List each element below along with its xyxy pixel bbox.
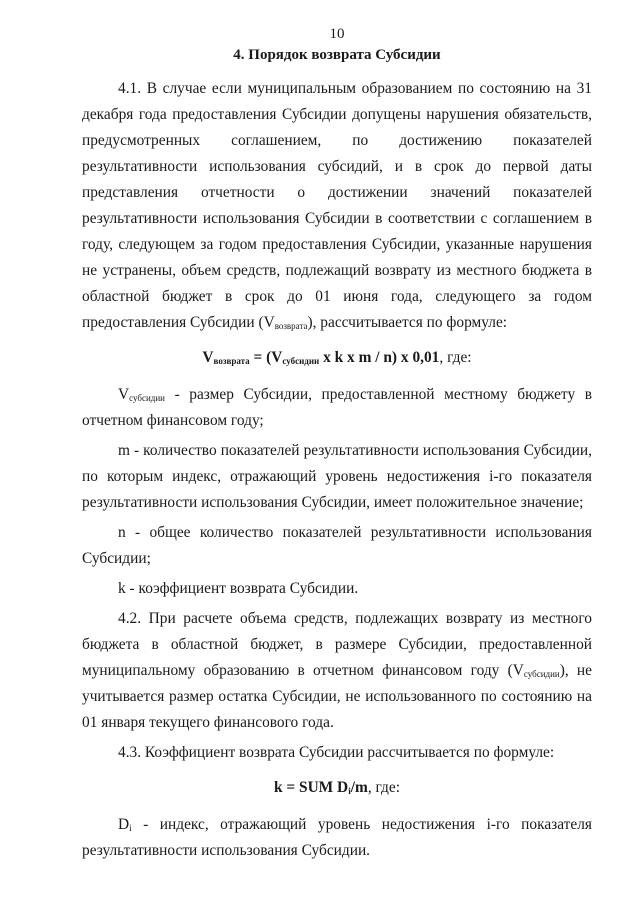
formula-return-volume: $V_{возврата} = (V_{субсидии}$ x k x m / n) x 0,01, где: (202, 349, 472, 366)
paragraph-4-2: 4.2. При расчете объема средств, подлежащих возврату из местного бюджета в областной бюджет, в размере Субсидии, предоставленной муниципальному образованию в отчетном финансовом году $(V_{субсидии})$, не учитывается размер остатка Субсидии, не использованного по состоянию на 01 января текущего финансового года. (82, 610, 592, 731)
page-number: 10 (329, 26, 345, 42)
formula-return-coefficient: k = SUM $D_i/m$, где: (273, 779, 400, 796)
definition-m: m - количество показателей результативности использования Субсидии, по которым индекс, отражающий уровень недостижения i-го показателя результативности использования Субсидии, имеет положительное значение; (82, 442, 592, 511)
paragraph-4-1: 4.1. В случае если муниципальным образованием по состоянию на 31 декабря года предоставления Субсидии допущены нарушения обязательств, предусмотренных соглашением, по достижению показателей результативности использования субсидий, и в срок до первой даты представления отчетности о достижении значений показателей результативности использования Субсидии в соответствии с соглашением в году, следующем за годом предоставления Субсидии, указанные нарушения не устранены, объем средств, подлежащий возврату из местного бюджета в областной бюджет в срок до 01 июня года, следующего за годом предоставления Субсидии $(V_{возврата})$, рассчитывается по формуле: (82, 80, 592, 331)
document-page (82, 26, 592, 864)
definition-v-subsidy: $V_{субсидии}$ - размер Субсидии, предоставленной местному бюджету в отчетном финансовом году; (82, 386, 592, 429)
paragraph-4-3: 4.3. Коэффициент возврата Субсидии рассчитывается по формуле: (118, 744, 555, 761)
section-title: 4. Порядок возврата Субсидии (233, 47, 441, 63)
definition-d-index: $D_i$ - индекс, отражающий уровень недостижения i-го показателя результативности использования Субсидии. (82, 816, 592, 859)
definition-n: n - общее количество показателей результативности использования Субсидии; (82, 524, 592, 567)
definition-k: k - коэффициент возврата Субсидии. (118, 580, 359, 597)
